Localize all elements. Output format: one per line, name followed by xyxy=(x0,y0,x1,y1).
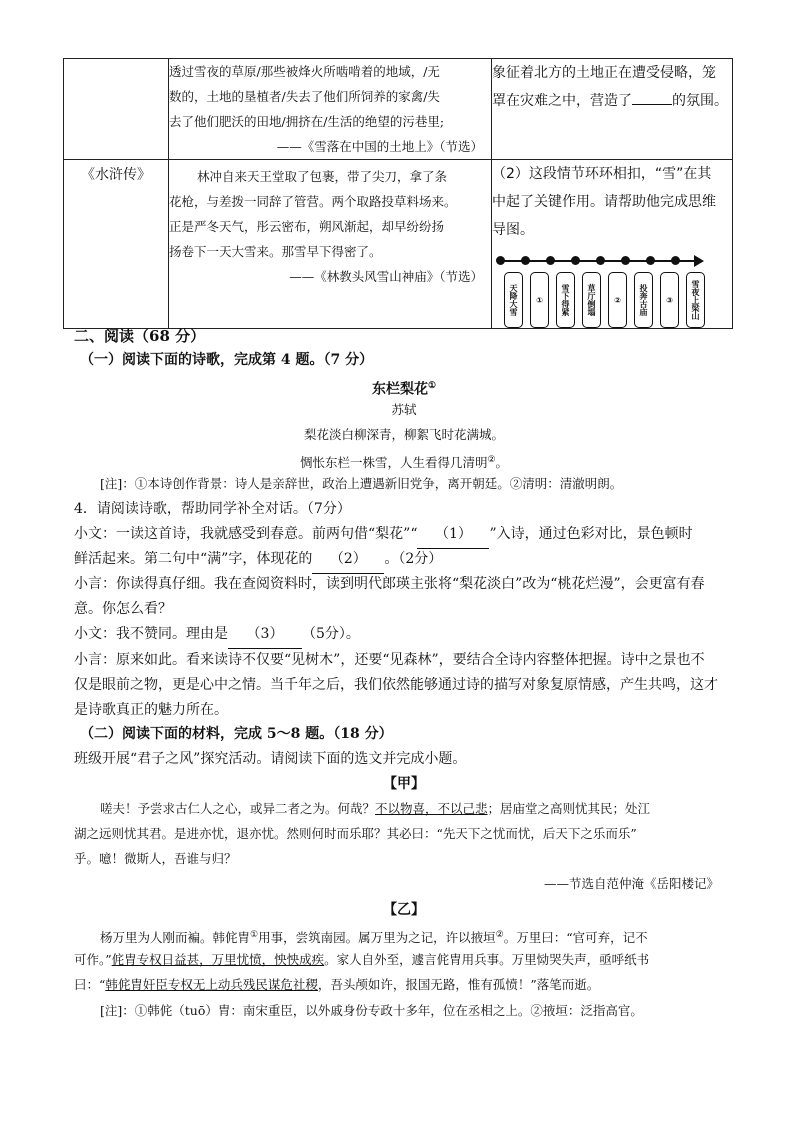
mindmap-node: 天降大雪 xyxy=(504,272,523,328)
task-line: 导图。 xyxy=(492,222,534,238)
passage-line xyxy=(100,795,730,823)
excerpt-source: ——《雪落在中国的土地上》（节选） xyxy=(276,139,483,154)
footnote-mark: ② xyxy=(487,455,496,465)
footnote-mark: ① xyxy=(427,381,437,391)
excerpt-line: 花枪，与差拨一同辞了管营。两个取路投草料场来。 xyxy=(169,194,457,209)
section-heading: 二、阅读（68 分） xyxy=(74,327,206,345)
answer-blank-1[interactable]: （1） xyxy=(417,520,489,549)
answer-cell xyxy=(492,59,733,160)
excerpt-line: 去了他们肥沃的田地/拥挤在/生活的绝望的污巷里; xyxy=(169,114,445,129)
task-line: 中起了关键作用。请帮助他完成思维 xyxy=(492,194,716,210)
passage-source: ——节选自范仲淹《岳阳楼记》 xyxy=(543,876,719,891)
part-heading: （二）阅读下面的材料，完成 5～8 题。（18 分） xyxy=(80,726,393,742)
task-cell xyxy=(492,160,733,329)
passage-line: 湖之远则忧其君。是进亦忧，退亦忧。然则何时而乐耶？其必曰：“先天下之忧而忧，后天下之乐而乐” xyxy=(74,826,637,841)
footnote-mark: ② xyxy=(495,930,504,940)
timeline-dot xyxy=(671,256,680,265)
excerpt-line: 正是严冬天气，彤云密布，朔风渐起，却早纷纷扬 xyxy=(169,219,445,234)
poem-text: 惆怅东栏一株雪，人生看得几清明 xyxy=(299,455,488,471)
answer-line: 象征着北方的土地正在遭受侵略，笼 xyxy=(492,65,716,81)
dialogue-text: ”入诗，通过色彩对比，景色顿时 xyxy=(489,526,693,542)
dialogue-text: （5分）。 xyxy=(302,626,360,642)
answer-line xyxy=(492,87,732,115)
dialogue-text: 鲜活起来。第二句中“满”字，体现花的 xyxy=(74,551,313,567)
excerpt-line: 数的，土地的垦植者/失去了他们所饲养的家禽/失 xyxy=(169,89,440,104)
passage-text: 用事，尝筑南园。属万里为之记，许以掖垣 xyxy=(258,930,496,946)
passage-text: 。家人自外至，遽言侂胄用兵事。万里恸哭失声，亟呼纸书 xyxy=(324,952,650,967)
passage-text: ，吾头颅如许，报国无路，惟有孤愤！”落笔而逝。 xyxy=(317,977,600,992)
poem-text: 。 xyxy=(495,455,509,471)
underlined-sentence: 侂胄专权日益甚，万里忧愤，怏怏成疾 xyxy=(111,952,325,967)
text-label-jia: 【甲】 xyxy=(383,776,425,792)
question-4: 4．请阅读诗歌，帮助同学补全对话。（7分） xyxy=(74,501,351,517)
dialogue-line: 仅是眼前之物，更是心中之情。当千年之后，我们依然能够通过诗的描写对象复原情感，产生共鸣，这才 xyxy=(74,677,718,693)
passage-note: [注]：①韩侂（tuō）胄：南宋重臣，以外戚身份专政十多年，位在丞相之上。②掖垣：泛指高官。 xyxy=(100,1003,643,1018)
mindmap-node: 投奔古庙 xyxy=(634,272,653,328)
excerpt-cell xyxy=(169,59,492,160)
mindmap-node[interactable]: ① xyxy=(530,272,549,328)
answer-text: 的氛围。 xyxy=(672,93,728,109)
table-row xyxy=(64,160,733,329)
passage-text: 曰：“ xyxy=(74,977,106,992)
excerpt-source: ——《林教头风雪山神庙》（节选） xyxy=(289,269,483,284)
timeline-dot xyxy=(571,256,580,265)
dialogue-line xyxy=(74,620,734,649)
work-cell: 《水浒传》 xyxy=(64,160,169,329)
dialogue-text: 小文：一读这首诗，我就感受到春意。前两句借“梨花”“ xyxy=(74,526,418,542)
dialogue-text: 。（2分） xyxy=(384,551,443,567)
excerpt-line: 透过雪夜的草原/那些被烽火所啮啃着的地域，/无 xyxy=(169,64,440,79)
answer-text: 罩在灾难之中，营造了 xyxy=(492,93,632,109)
dialogue-line: 小言：原来如此。看来读诗不仅要“见树木”，还要“见森林”，要结合全诗内容整体把握。诗中之景也不 xyxy=(74,652,705,668)
task-line: （2）这段情节环环相扣，“雪”在其 xyxy=(492,166,712,182)
poem-note: [注]：①本诗创作背景：诗人是亲辞世，政治上遭遇新旧党争，离开朝廷。②清明：清澈明朗。 xyxy=(100,476,623,491)
dialogue-line: 是诗歌真正的魅力所在。 xyxy=(74,702,228,718)
excerpt-line: 扬卷下一天大雪来。那雪早下得密了。 xyxy=(169,244,382,259)
timeline-dot xyxy=(496,256,505,265)
underlined-sentence: 韩侂胄奸臣专权无上动兵残民谋危社稷 xyxy=(105,977,318,992)
part-heading: （一）阅读下面的诗歌，完成第 4 题。（7 分） xyxy=(80,352,374,368)
table-row xyxy=(64,59,733,160)
excerpt-line: 林冲自来天王堂取了包裹，带了尖刀，拿了条 xyxy=(197,169,448,184)
passage-text: ；居庙堂之高则忧其民；处江 xyxy=(487,801,651,816)
timeline-dot xyxy=(646,256,655,265)
dialogue-line: 小言：你读得真仔细。我在查阅资料时，读到明代郎瑛主张将“梨花淡白”改为“桃花烂漫”，会更富有春 xyxy=(74,576,705,592)
activity-intro: 班级开展“君子之风”探究活动。请阅读下面的选文并完成小题。 xyxy=(74,751,467,767)
mindmap-node: 雪下得紧 xyxy=(556,272,575,328)
passage-line xyxy=(74,971,734,999)
passage-text: 可作。” xyxy=(74,952,112,967)
dialogue-line: 意。你怎么看？ xyxy=(74,601,172,617)
mindmap-node[interactable]: ② xyxy=(608,272,627,328)
timeline-dot xyxy=(546,256,555,265)
footnote-mark: ① xyxy=(250,930,259,940)
timeline-dot xyxy=(521,256,530,265)
poem-title-text: 东栏梨花 xyxy=(371,381,428,398)
mindmap-node[interactable]: ③ xyxy=(660,272,679,328)
underlined-sentence: 不以物喜，不以己悲 xyxy=(375,801,488,816)
passage-text: 嗟夫！予尝求古仁人之心，或异二者之为。何哉？ xyxy=(100,801,376,816)
mindmap-node: 草厅倒塌 xyxy=(582,272,601,328)
dialogue-text: 小文：我不赞同。理由是 xyxy=(74,626,228,642)
poem-line: 梨花淡白柳深青，柳絮飞时花满城。 xyxy=(303,427,504,442)
answer-blank-2[interactable]: （2） xyxy=(312,545,384,574)
excerpt-cell xyxy=(169,160,492,329)
poem-author: 苏轼 xyxy=(391,402,417,417)
answer-blank-3[interactable]: （3） xyxy=(228,620,302,649)
passage-text: 杨万里为人刚而褊。韩侂胄 xyxy=(100,930,251,946)
passage-line: 乎。噫！微斯人，吾谁与归？ xyxy=(74,851,237,866)
arrow-right-icon xyxy=(694,255,704,267)
context-table xyxy=(63,58,733,329)
timeline-dot xyxy=(596,256,605,265)
passage-line xyxy=(74,946,734,974)
mind-map xyxy=(492,248,732,328)
text-label-yi: 【乙】 xyxy=(383,902,425,918)
answer-blank[interactable] xyxy=(632,90,672,105)
passage-text: 。万里曰：“官可弃，记不 xyxy=(503,930,648,946)
timeline-dot xyxy=(621,256,630,265)
work-cell-empty xyxy=(64,59,169,160)
mindmap-node: 雪夜上梁山 xyxy=(686,272,705,328)
